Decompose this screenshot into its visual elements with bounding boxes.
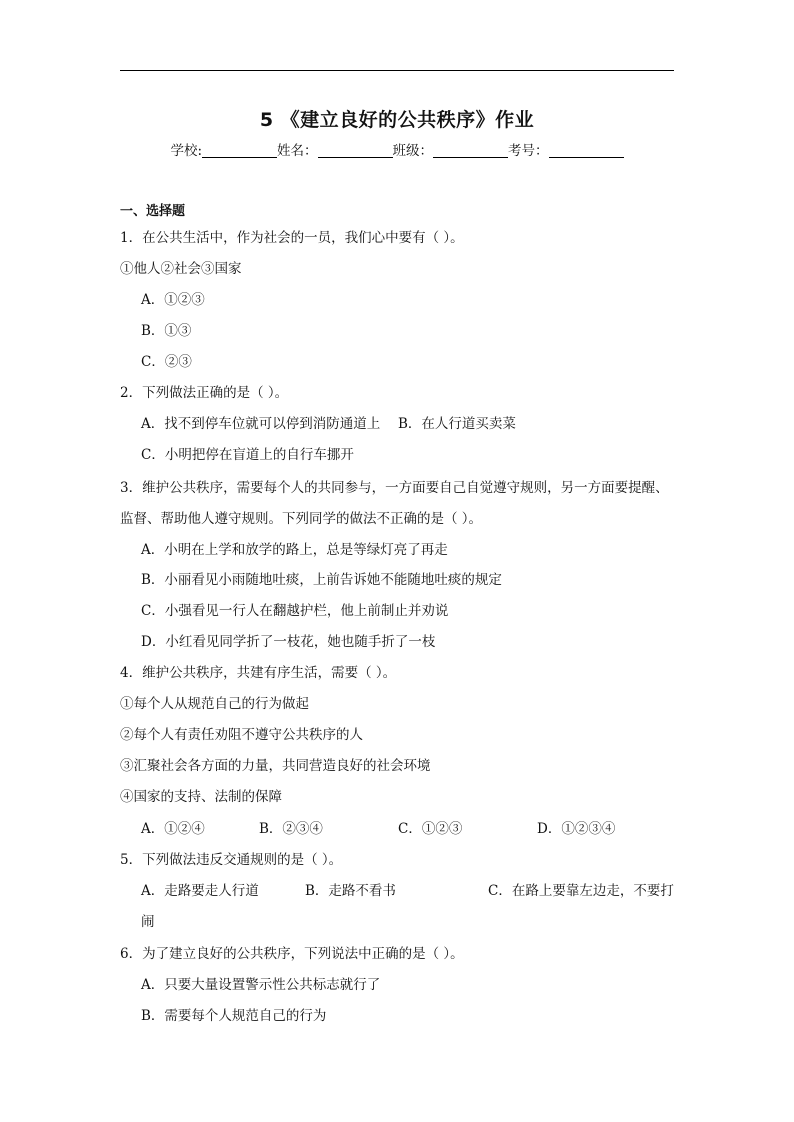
question-5-option-a[interactable]: A．走路要走人行道 <box>141 883 259 899</box>
name-label: 姓名： <box>277 143 318 159</box>
name-blank[interactable] <box>318 143 393 158</box>
question-4-option-b[interactable]: B．②③④ <box>259 821 323 837</box>
question-1-note: ①他人②社会③国家 <box>120 261 242 277</box>
class-label: 班级： <box>392 143 434 159</box>
question-3-option-d[interactable]: D．小红看见同学折了一枝花，她也随手折了一枝 <box>141 634 436 650</box>
exam-no-label: 考号： <box>508 143 549 159</box>
school-label: 学校: <box>170 143 203 159</box>
student-info-line <box>0 139 794 159</box>
question-6-option-b[interactable]: B．需要每个人规范自己的行为 <box>141 1008 327 1024</box>
question-2-option-a[interactable]: A．找不到停车位就可以停到消防通道上 <box>141 416 381 432</box>
question-3-stem-line-2: 监督、帮助他人遵守规则。下列同学的做法不正确的是（ ）。 <box>120 511 483 527</box>
question-4-note-1: ①每个人从规范自己的行为做起 <box>120 696 309 712</box>
school-blank[interactable] <box>202 143 277 158</box>
top-rule <box>120 70 674 71</box>
question-2-stem: 2．下列做法正确的是（ ）。 <box>120 385 289 401</box>
question-4-option-c[interactable]: C．①②③ <box>398 821 463 837</box>
question-6-option-a[interactable]: A．只要大量设置警示性公共标志就行了 <box>141 977 381 993</box>
question-4-note-2: ②每个人有责任劝阻不遵守公共秩序的人 <box>120 727 363 743</box>
question-1-option-b[interactable]: B．①③ <box>141 323 192 339</box>
question-3-option-a[interactable]: A．小明在上学和放学的路上，总是等绿灯亮了再走 <box>141 542 448 558</box>
question-5-option-b[interactable]: B．走路不看书 <box>305 883 396 899</box>
question-3-option-b[interactable]: B．小丽看见小雨随地吐痰，上前告诉她不能随地吐痰的规定 <box>141 572 502 588</box>
question-4-option-a[interactable]: A．①②④ <box>141 821 205 837</box>
question-5-option-c[interactable]: C．在路上要靠左边走，不要打 <box>488 883 674 899</box>
question-4-stem: 4．维护公共秩序，共建有序生活，需要（ ）。 <box>120 665 397 681</box>
question-1-stem: 1．在公共生活中，作为社会的一员，我们心中要有（ ）。 <box>120 230 464 246</box>
question-4-note-3: ③汇聚社会各方面的力量，共同营造良好的社会环境 <box>120 758 431 774</box>
question-1-option-a[interactable]: A．①②③ <box>141 292 205 308</box>
section-heading: 一、选择题 <box>120 204 186 219</box>
question-6-stem: 6．为了建立良好的公共秩序，下列说法中正确的是（ ）。 <box>120 946 464 962</box>
exam-no-blank[interactable] <box>549 143 624 158</box>
question-2-option-c[interactable]: C．小明把停在盲道上的自行车挪开 <box>141 447 354 463</box>
question-2-option-b[interactable]: B．在人行道买卖菜 <box>398 416 516 432</box>
question-5-stem: 5．下列做法违反交通规则的是（ ）。 <box>120 852 343 868</box>
question-3-option-c[interactable]: C．小强看见一行人在翻越护栏，他上前制止并劝说 <box>141 603 449 619</box>
question-1-option-c[interactable]: C．②③ <box>141 354 192 370</box>
page-title: 5 《建立良好的公共秩序》作业 <box>259 109 535 131</box>
question-4-note-4: ④国家的支持、法制的保障 <box>120 789 282 805</box>
question-4-option-d[interactable]: D．①②③④ <box>537 821 616 837</box>
question-5-option-c-continuation: 闹 <box>141 914 155 930</box>
question-3-stem-line-1: 3．维护公共秩序，需要每个人的共同参与，一方面要自己自觉遵守规则，另一方面要提醒、 <box>120 480 669 496</box>
class-blank[interactable] <box>433 143 508 158</box>
